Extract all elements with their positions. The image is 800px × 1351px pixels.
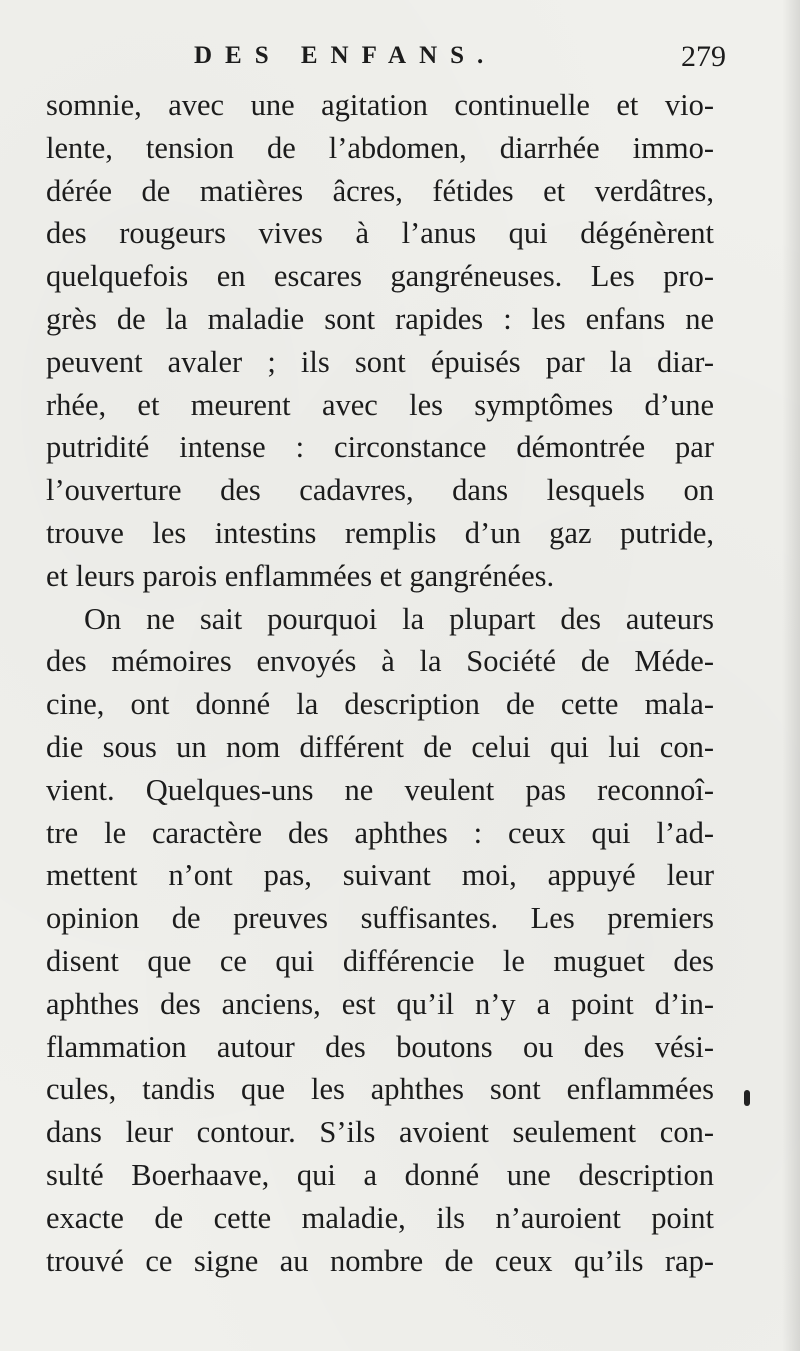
text-line: l’ouverture des cadavres, dans lesquels on: [46, 473, 714, 508]
text-line: trouve les intestins remplis d’un gaz putride,: [46, 515, 714, 550]
text-line: rhée, et meurent avec les symptômes d’une: [46, 387, 714, 422]
text-line: sulté Boerhaave, qui a donné une description: [46, 1157, 714, 1192]
text-line: quelquefois en escares gangréneuses. Les pro-: [46, 259, 714, 294]
text-line: trouvé ce signe au nombre de ceux qu’ils rap-: [46, 1243, 714, 1278]
text-line: tre le caractère des aphthes : ceux qui l’ad-: [46, 815, 714, 850]
text-line: opinion de preuves suffisantes. Les premiers: [46, 901, 714, 936]
text-line: grès de la maladie sont rapides : les enfans ne: [46, 301, 714, 336]
text-line: die sous un nom différent de celui qui lui con-: [46, 729, 714, 764]
text-line: des mémoires envoyés à la Société de Méde-: [46, 644, 714, 679]
body-text: [46, 84, 714, 1282]
page-number: 279: [681, 40, 726, 73]
text-line: putridité intense : circonstance démontrée par: [46, 430, 714, 465]
text-line: et leurs parois enflammées et gangrénées.: [46, 558, 555, 593]
page-header: [46, 38, 726, 82]
text-line: cine, ont donné la description de cette mala-: [46, 687, 714, 722]
running-title: DES ENFANS.: [194, 42, 497, 69]
text-line: aphthes des anciens, est qu’il n’y a point d’in-: [46, 986, 714, 1021]
text-line: flammation autour des boutons ou des vési-: [46, 1029, 714, 1064]
page-edge-shadow: [782, 0, 800, 1351]
text-line: exacte de cette maladie, ils n’auroient point: [46, 1200, 714, 1235]
text-line: lente, tension de l’abdomen, diarrhée immo-: [46, 130, 714, 165]
text-line: des rougeurs vives à l’anus qui dégénèrent: [46, 216, 714, 251]
text-line: dérée de matières âcres, fétides et verdâtres,: [46, 173, 714, 208]
text-line: somnie, avec une agitation continuelle et vio-: [46, 88, 714, 122]
text-line: disent que ce qui différencie le muguet des: [46, 943, 714, 978]
text-line: vient. Quelques-uns ne veulent pas reconnoî-: [46, 772, 714, 807]
text-line: peuvent avaler ; ils sont épuisés par la diar-: [46, 344, 714, 379]
text-line: dans leur contour. S’ils avoient seulement con-: [46, 1115, 714, 1150]
text-line: cules, tandis que les aphthes sont enflammées: [46, 1072, 714, 1107]
paragraph-first-line: On ne sait pourquoi la plupart des auteurs: [84, 601, 714, 636]
ink-mark: [744, 1090, 750, 1106]
text-line: mettent n’ont pas, suivant moi, appuyé leur: [46, 858, 714, 893]
